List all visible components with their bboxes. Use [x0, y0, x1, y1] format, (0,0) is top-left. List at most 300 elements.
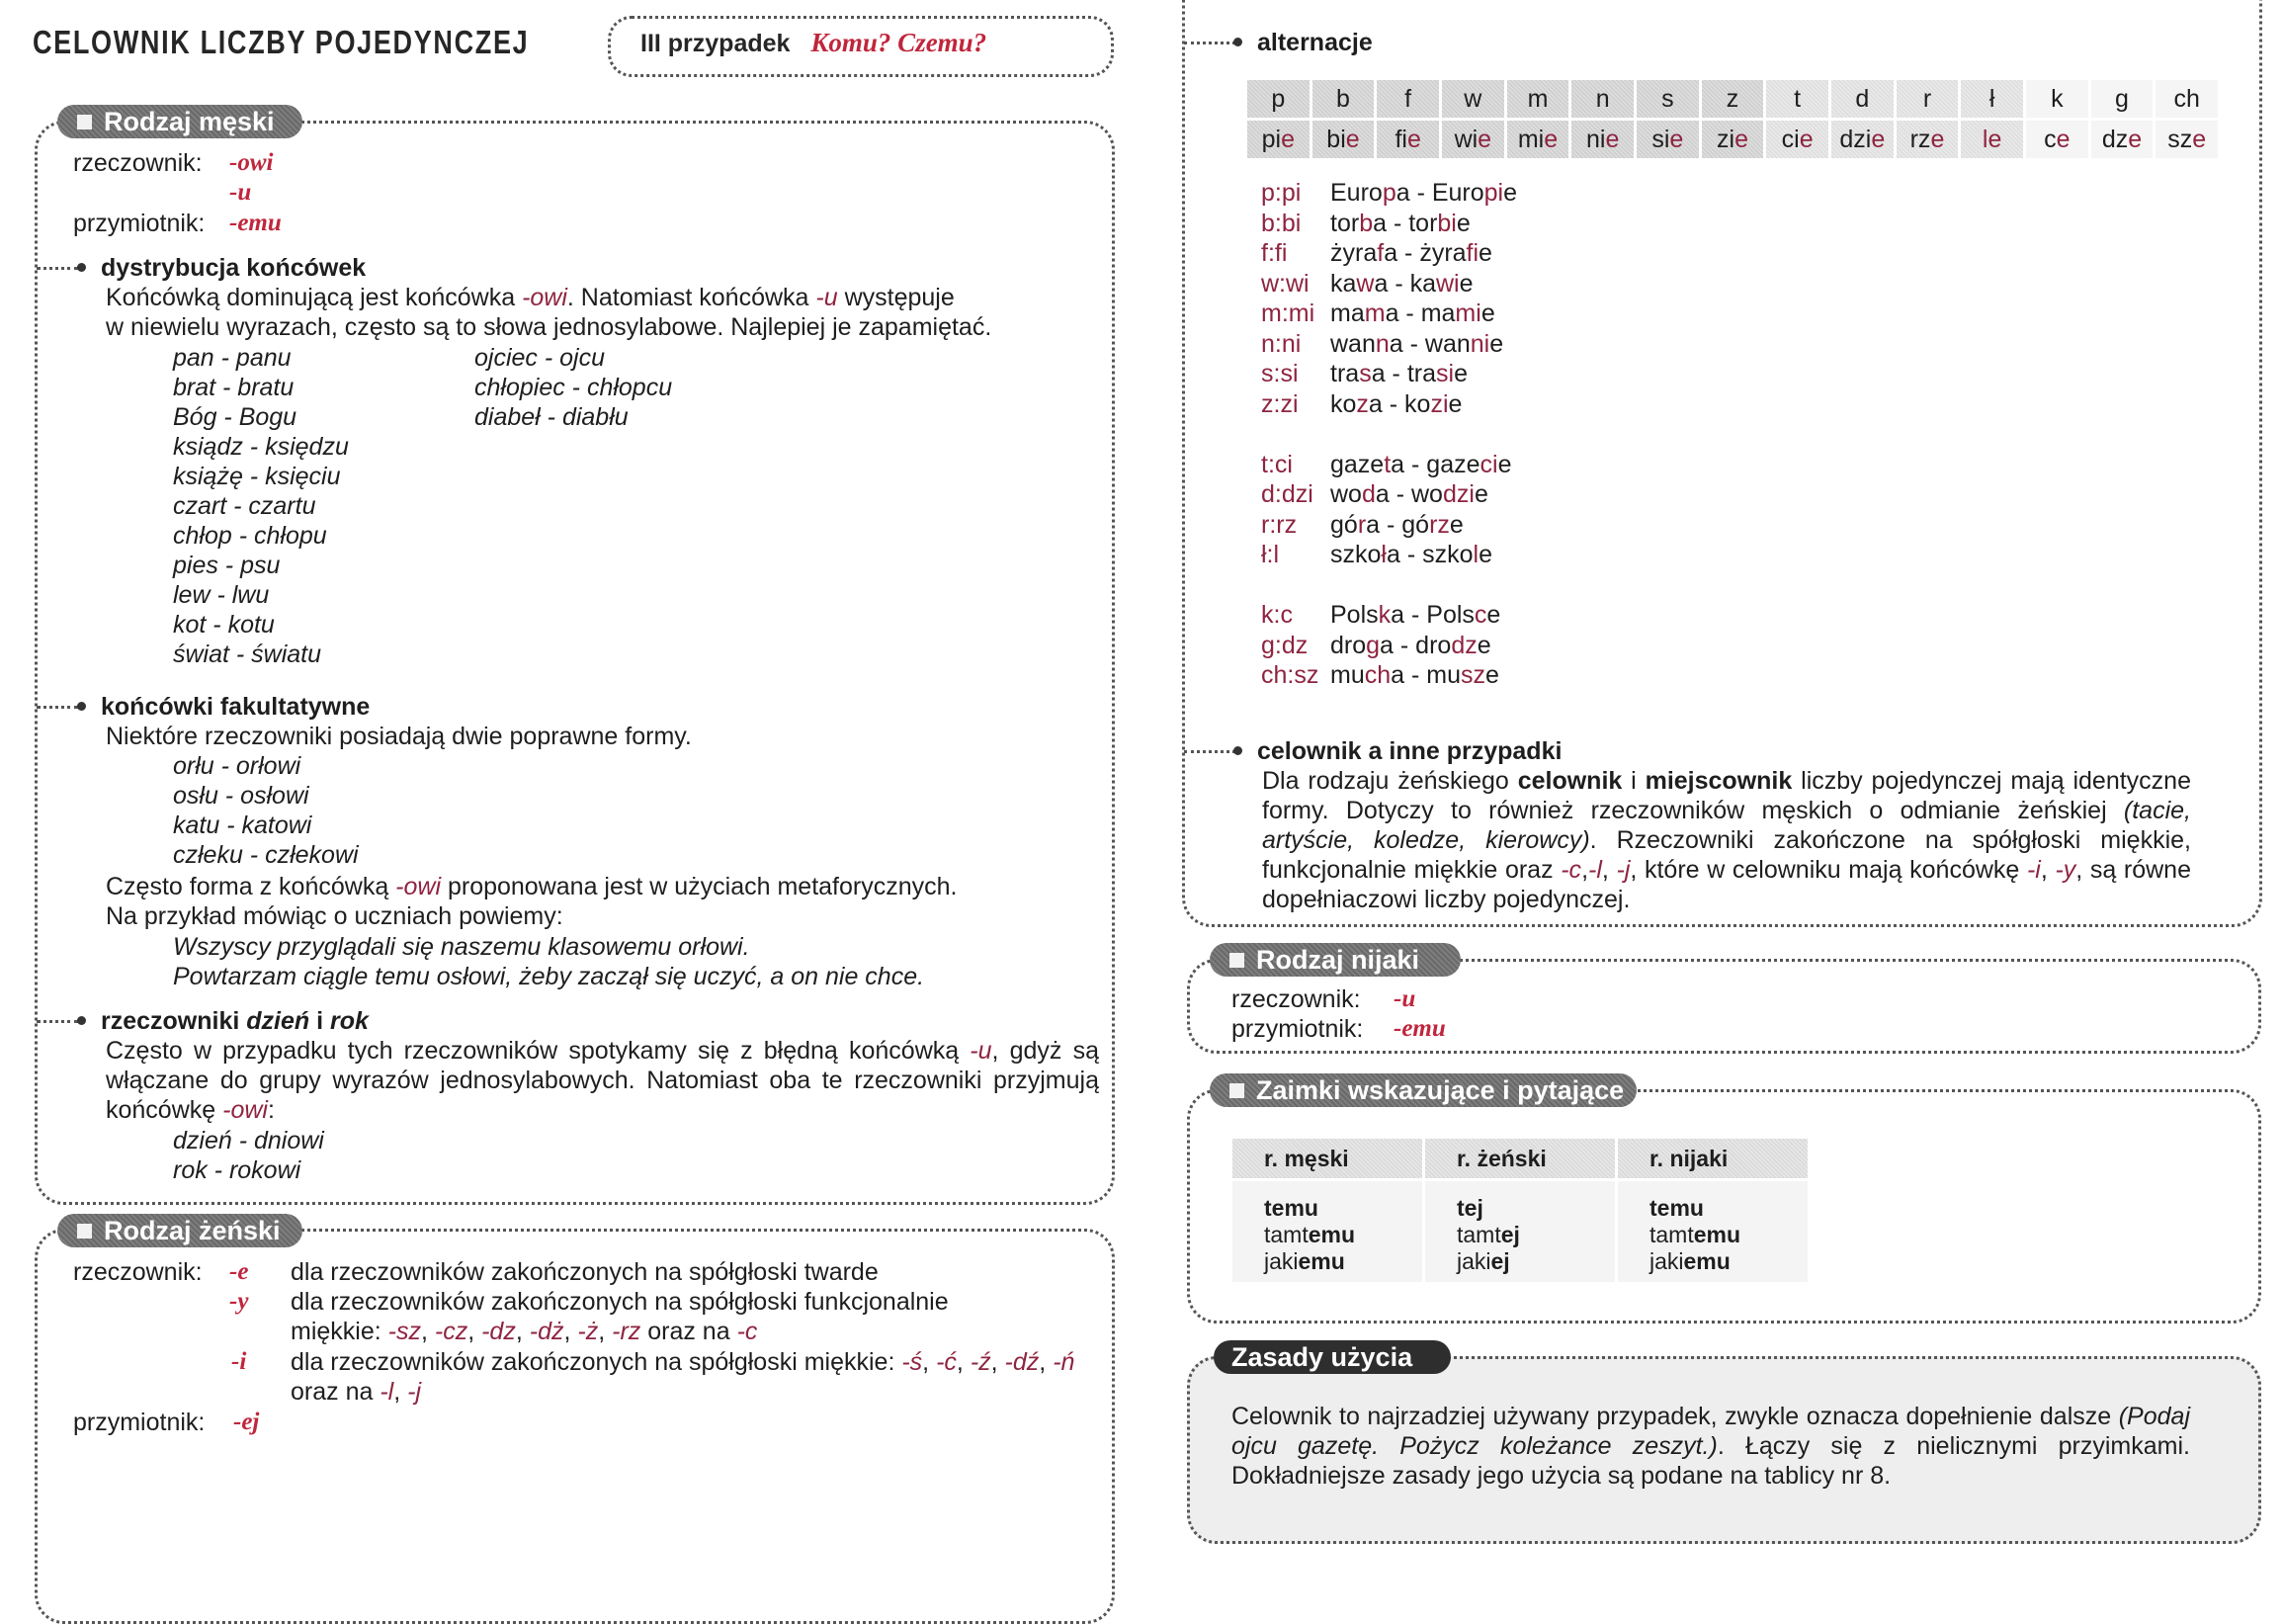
feminine-text-y-cont — [291, 1317, 757, 1346]
example-pair: pan - panu — [173, 344, 292, 372]
text: e — [1474, 480, 1488, 508]
text: , — [598, 1318, 613, 1345]
text: jaki — [1264, 1248, 1299, 1274]
ending-u: -u — [970, 1037, 992, 1065]
ending: -ś — [901, 1348, 923, 1376]
example-pair: chłop - chłopu — [173, 522, 327, 550]
changed-letters: p — [1382, 179, 1396, 207]
text: - — [1398, 299, 1421, 327]
feminine-ending-y: -y — [229, 1288, 249, 1315]
text: gó — [1330, 510, 1358, 539]
alternation-pair: n:ni — [1261, 329, 1302, 358]
text: , — [393, 1378, 408, 1406]
alternation-cell-bottom — [1442, 121, 1504, 158]
text: , — [467, 1318, 482, 1345]
text: - — [1404, 601, 1427, 629]
pronoun-column-body — [1425, 1181, 1615, 1282]
feminine-noun-label: rzeczownik: — [73, 1258, 203, 1286]
masculine-noun-ending-1: -owi — [229, 149, 274, 176]
text: - — [1387, 209, 1409, 237]
alternation-row — [1261, 359, 1468, 389]
alternation-cell-bottom — [1377, 121, 1439, 158]
text: i — [309, 1007, 331, 1035]
alternations-list — [1261, 178, 1854, 702]
bullet-icon — [1233, 38, 1242, 46]
alternation-ending: e — [2128, 126, 2143, 153]
distribution-paragraph — [106, 283, 1094, 342]
ending: -y — [2055, 856, 2076, 884]
text: Często forma z końcówką — [106, 873, 396, 900]
optional-heading: końcówki fakultatywne — [101, 693, 371, 721]
case-label: III przypadek — [640, 30, 791, 57]
text: oraz na — [640, 1318, 737, 1345]
alternation-row — [1261, 450, 1511, 480]
alternation-ending: e — [1669, 126, 1684, 153]
alternation-cell-top: b — [1312, 80, 1375, 118]
alternation-example — [1330, 601, 1500, 629]
leader-line — [1184, 42, 1235, 44]
example-pair: Bóg - Bogu — [173, 403, 297, 431]
pronoun-form — [1649, 1222, 1808, 1248]
text: jaki — [1457, 1248, 1491, 1274]
text: występuje — [837, 284, 955, 311]
text: tamt — [1457, 1222, 1501, 1247]
alternation-ending: e — [1544, 126, 1559, 153]
text: Celownik to najrzadziej używany przypadek, zwykle oznacza dopełnienie dalsze — [1231, 1403, 2119, 1430]
alternation-cell-top: p — [1247, 80, 1310, 118]
alternation-row — [1261, 299, 1495, 329]
masculine-adj-label: przymiotnik: — [73, 210, 206, 237]
text: e — [1479, 239, 1492, 267]
changed-letters: ci — [1480, 450, 1498, 478]
alternation-stem: ni — [1585, 126, 1606, 153]
text: wo — [1330, 480, 1362, 508]
text: dla rzeczowników zakończonych na spółgłoski miękkie: — [291, 1348, 902, 1376]
example-pair: rok - rokowi — [173, 1156, 301, 1184]
masculine-noun-ending-2: -u — [229, 179, 252, 206]
masculine-pill-label: Rodzaj męski — [104, 107, 275, 136]
pronoun-ending: ej — [1500, 1222, 1520, 1247]
usage-pill-label: Zasady użycia — [1231, 1342, 1413, 1372]
changed-letters: pi — [1483, 179, 1504, 207]
alternation-pair: ł:l — [1261, 541, 1280, 568]
alternation-ending: e — [1605, 126, 1620, 153]
text: tamt — [1264, 1222, 1309, 1247]
text: szko — [1330, 541, 1382, 568]
alternation-cell-bottom — [1571, 121, 1634, 158]
masculine-noun-label: rzeczownik: — [73, 149, 203, 177]
italic-examples: (tacie, artyście, koledze, kierowcy) — [1262, 797, 2191, 854]
text: tor — [1408, 209, 1438, 237]
alternation-stem: wi — [1454, 126, 1479, 153]
changed-letters: mi — [1455, 299, 1481, 327]
alternation-example — [1330, 511, 1464, 539]
text: a — [1389, 329, 1403, 358]
text: Często w przypadku tych rzeczowników spotykamy się z błędną końcówką — [106, 1037, 971, 1065]
text: rzeczowniki — [101, 1007, 247, 1035]
alternation-stem: ci — [1781, 126, 1800, 153]
ending: -j — [1616, 856, 1631, 884]
alternation-pair: ch:sz — [1261, 661, 1319, 689]
alternation-pair: g:dz — [1261, 631, 1309, 659]
text: , — [1601, 856, 1617, 884]
text: e — [1456, 209, 1471, 237]
example-pair: świat - światu — [173, 641, 322, 668]
alternation-example — [1330, 179, 1517, 207]
pronoun-form — [1264, 1248, 1422, 1275]
feminine-text-e: dla rzeczowników zakończonych na spółgłoski twarde — [291, 1258, 879, 1286]
text: - — [1409, 179, 1432, 207]
alternation-row — [1261, 540, 1492, 570]
feminine-text-y: dla rzeczowników zakończonych na spółgłoski funkcjonalnie — [291, 1288, 949, 1316]
ending: -dź — [1004, 1348, 1040, 1376]
alternation-cell-top: z — [1702, 80, 1764, 118]
changed-letters: d — [1361, 480, 1376, 508]
alternation-cell-bottom — [2026, 121, 2088, 158]
text: e — [1454, 360, 1468, 387]
text: ko — [1404, 389, 1431, 418]
ending: -i — [2026, 856, 2041, 884]
alternation-pair: p:pi — [1261, 179, 1302, 207]
text: , — [420, 1318, 435, 1345]
example-pair: dzień - dniowi — [173, 1127, 324, 1154]
text: Pols — [1426, 601, 1475, 629]
alternation-row — [1261, 178, 1517, 209]
alternation-cell-top: r — [1897, 80, 1959, 118]
square-icon — [77, 1224, 92, 1239]
feminine-adj-label: przymiotnik: — [73, 1409, 206, 1436]
feminine-adj-ending: -ej — [233, 1409, 260, 1435]
alternation-cell-top: ł — [1961, 80, 2023, 118]
text: . Rzeczowniki zakończone na spółgłoski miękkie, funkcjonalnie miękkie oraz — [1262, 826, 2191, 884]
text: tra — [1330, 360, 1360, 387]
changed-letters: w — [1356, 269, 1375, 298]
alternation-pair: t:ci — [1261, 450, 1293, 478]
text: ka — [1409, 269, 1436, 298]
text: mu — [1426, 661, 1461, 689]
alternation-pair: f:fi — [1261, 239, 1288, 267]
text: - — [1388, 269, 1410, 298]
alternation-cell-top: m — [1507, 80, 1569, 118]
alternation-cell-bottom — [1247, 121, 1310, 158]
text: gaze — [1330, 450, 1385, 478]
alternation-cell-top: n — [1571, 80, 1634, 118]
feminine-text-i — [291, 1347, 1074, 1377]
bullet-icon — [1233, 746, 1242, 755]
feminine-ending-e: -e — [229, 1258, 249, 1285]
text: a — [1391, 450, 1405, 478]
text: a — [1375, 480, 1390, 508]
neuter-pill — [1210, 943, 1461, 977]
text: e — [1485, 661, 1499, 689]
page-title: CELOWNIK LICZBY POJEDYNCZEJ — [33, 24, 530, 60]
neuter-noun-ending: -u — [1394, 985, 1416, 1012]
neuter-adj-ending: -emu — [1394, 1015, 1446, 1042]
alternation-stem: zi — [1717, 126, 1735, 153]
text: ma — [1420, 299, 1456, 327]
changed-letters: fi — [1466, 239, 1480, 267]
text: mu — [1330, 661, 1365, 689]
text: ma — [1330, 299, 1365, 327]
example-pair: czart - czartu — [173, 492, 316, 520]
alternation-ending: e — [1734, 126, 1748, 153]
alternation-stem: pi — [1261, 126, 1282, 153]
example-sentence: Wszyscy przyglądali się naszemu klasowemu orłowi. — [173, 933, 750, 961]
text: , są równe dopełniaczowi liczby pojedynczej. — [1262, 856, 2191, 913]
changed-letters: t — [1384, 450, 1392, 478]
text: , — [515, 1318, 530, 1345]
text: e — [1449, 510, 1464, 539]
text: oraz na — [291, 1378, 380, 1406]
pronoun-column-header: r. żeński — [1425, 1139, 1615, 1178]
changed-letters: b — [1359, 209, 1374, 237]
square-icon — [1229, 953, 1244, 968]
ending: -c — [1561, 856, 1582, 884]
changed-letters: si — [1436, 360, 1455, 387]
text: liczby pojedynczej mają identyczne formy. Dotyczy to również rzeczowników męskich o odmianie żeńskiej — [1262, 767, 2191, 824]
ending-owi: -owi — [222, 1096, 268, 1124]
text: wo — [1411, 480, 1443, 508]
text: szko — [1422, 541, 1474, 568]
alternation-cell-top: f — [1377, 80, 1439, 118]
ending-owi: -owi — [395, 873, 442, 900]
alternation-cell-bottom — [1766, 121, 1828, 158]
alternation-row — [1261, 329, 1503, 360]
alternation-pair: b:bi — [1261, 209, 1302, 237]
feminine-text-i-cont — [291, 1377, 421, 1407]
text: - — [1404, 661, 1427, 689]
changed-letters: wi — [1436, 269, 1460, 298]
alternation-example — [1330, 541, 1492, 568]
ending: -ż — [577, 1318, 599, 1345]
changed-letters: f — [1377, 239, 1385, 267]
changed-letters: z — [1356, 389, 1369, 418]
changed-letters: ł — [1381, 541, 1387, 568]
text: tamt — [1649, 1222, 1694, 1247]
text: a — [1395, 179, 1410, 207]
leader-line — [37, 1020, 78, 1023]
neuter-noun-label: rzeczownik: — [1231, 985, 1361, 1013]
pronoun-form — [1457, 1248, 1615, 1275]
changed-letters: m — [1364, 299, 1386, 327]
bold-term: miejscownik — [1645, 767, 1793, 795]
alternation-example — [1330, 661, 1499, 689]
neuter-pill-label: Rodzaj nijaki — [1256, 945, 1420, 975]
optional-note — [106, 872, 1094, 931]
alternation-cell-bottom — [1961, 121, 2023, 158]
pronoun-ending: temu — [1264, 1195, 1318, 1221]
pronoun-form — [1264, 1222, 1422, 1248]
text: wan — [1330, 329, 1376, 358]
text: e — [1503, 179, 1518, 207]
changed-letters: zi — [1430, 389, 1449, 418]
ending: -j — [407, 1378, 422, 1406]
text: dro — [1330, 631, 1367, 659]
text: a — [1373, 209, 1387, 237]
changed-letters: dz — [1451, 631, 1478, 659]
changed-letters: dzi — [1442, 480, 1475, 508]
example-pair: lew - lwu — [173, 581, 270, 609]
case-questions: Komu? Czemu? — [810, 28, 987, 57]
alternation-row — [1261, 600, 1500, 631]
text: a — [1386, 541, 1400, 568]
text: , — [990, 1348, 1005, 1376]
example-pair: ojciec - ojcu — [474, 344, 605, 372]
text: , gdyż są włączane do grupy wyrazów jednosylabowych. Natomiast oba te rzeczowniki przyjmują końcówkę — [106, 1037, 1099, 1124]
example-sentence: Powtarzam ciągle temu osłowi, żeby zaczął się uczyć, a on nie chce. — [173, 963, 925, 990]
pronoun-form — [1457, 1195, 1615, 1222]
changed-letters: ch — [1364, 661, 1392, 689]
text: a — [1368, 389, 1383, 418]
alternation-example — [1330, 480, 1488, 508]
usage-pill — [1214, 1340, 1451, 1374]
alternation-stem: rz — [1909, 126, 1931, 153]
alternation-row — [1261, 660, 1499, 691]
text: , — [956, 1348, 971, 1376]
pronoun-ending: emu — [1298, 1248, 1345, 1274]
alternation-pair: w:wi — [1261, 269, 1310, 298]
alternations-heading: alternacje — [1257, 29, 1373, 56]
alternation-cell-bottom — [1637, 121, 1699, 158]
square-icon — [1229, 1083, 1244, 1098]
text: Na przykład mówiąc o uczniach powiemy: — [106, 902, 563, 930]
text: ka — [1330, 269, 1357, 298]
alternation-pair: s:si — [1261, 360, 1299, 387]
feminine-pill — [57, 1214, 302, 1247]
distribution-col1 — [173, 343, 349, 669]
example-pair: książę - księciu — [173, 463, 341, 490]
alternation-row — [1261, 389, 1462, 420]
changed-letters: c — [1474, 601, 1487, 629]
text: Euro — [1330, 179, 1383, 207]
ending: -dz — [481, 1318, 516, 1345]
pronoun-ending: temu — [1649, 1195, 1704, 1221]
alternation-example — [1330, 632, 1491, 659]
pronoun-column-body — [1232, 1181, 1422, 1282]
alternation-row — [1261, 479, 1488, 510]
alternation-row — [1261, 510, 1464, 541]
changed-letters: bi — [1437, 209, 1457, 237]
text: miękkie: — [291, 1318, 388, 1345]
text: rok — [330, 1007, 369, 1035]
example-pair: diabeł - diabłu — [474, 403, 629, 431]
pronoun-form — [1649, 1248, 1808, 1275]
text: a — [1384, 239, 1398, 267]
pronoun-ending: emu — [1693, 1222, 1741, 1247]
text: e — [1459, 269, 1474, 298]
pronoun-ending: ej — [1490, 1248, 1510, 1274]
alternation-example — [1330, 451, 1511, 478]
pronoun-form — [1457, 1222, 1615, 1248]
alternation-stem: dzi — [1839, 126, 1872, 153]
alternation-cell-top: d — [1831, 80, 1894, 118]
text: tra — [1406, 360, 1436, 387]
alternation-ending: e — [2192, 126, 2207, 153]
alternation-cell-bottom — [1702, 121, 1764, 158]
alternation-row — [1261, 269, 1474, 299]
ending: -l — [380, 1378, 394, 1406]
example-pair: brat - bratu — [173, 374, 295, 401]
example-pair: kot - kotu — [173, 611, 275, 639]
example-pair: katu - katowi — [173, 812, 312, 839]
masculine-adj-ending: -emu — [229, 210, 282, 236]
changed-letters: r — [1357, 510, 1367, 539]
alternation-cell-bottom — [1312, 121, 1375, 158]
text: - — [1382, 389, 1405, 418]
text: e — [1480, 299, 1495, 327]
leader-line — [37, 706, 78, 709]
example-pair: chłopiec - chłopcu — [474, 374, 673, 401]
text: i — [1622, 767, 1646, 795]
text: e — [1497, 450, 1512, 478]
text: a — [1366, 510, 1381, 539]
case-header — [640, 28, 986, 58]
pronoun-form — [1264, 1195, 1422, 1222]
pronoun-ending: emu — [1683, 1248, 1731, 1274]
text: w niewielu wyrazach, często są to słowa jednosylabowe. Najlepiej je zapamiętać. — [106, 313, 992, 341]
text: , — [1581, 856, 1589, 884]
alternation-cell-top: t — [1766, 80, 1828, 118]
alternation-pair: m:mi — [1261, 299, 1315, 327]
text: . Natomiast końcówka — [566, 284, 816, 311]
changed-letters: sz — [1461, 661, 1485, 689]
text: dzień — [246, 1007, 310, 1035]
changed-letters: k — [1378, 601, 1392, 629]
alternation-cell-bottom — [1831, 121, 1894, 158]
text: : — [267, 1096, 275, 1124]
feminine-pill-label: Rodzaj żeński — [104, 1216, 281, 1245]
alternation-example — [1330, 239, 1492, 267]
example-pair: pies - psu — [173, 552, 281, 579]
text: - — [1402, 329, 1425, 358]
alternation-cell-bottom — [1507, 121, 1569, 158]
alternation-pair: k:c — [1261, 601, 1293, 629]
ending: -dż — [529, 1318, 564, 1345]
alternation-stem: fi — [1395, 126, 1407, 153]
alternation-ending: e — [1406, 126, 1421, 153]
text: , które w celowniku mają końcówkę — [1630, 856, 2027, 884]
changed-letters: ni — [1470, 329, 1490, 358]
alternation-pair: z:zi — [1261, 389, 1299, 418]
optional-intro: Niektóre rzeczowniki posiadają dwie poprawne formy. — [106, 723, 692, 750]
text: tor — [1330, 209, 1360, 237]
ending: -rz — [612, 1318, 641, 1345]
alternation-stem: c — [2044, 126, 2057, 153]
alternations-table — [1247, 80, 2221, 159]
pronouns-pill-label: Zaimki wskazujące i pytające — [1256, 1075, 1625, 1105]
alternation-stem: dz — [2101, 126, 2129, 153]
alternation-cell-top: ch — [2156, 80, 2218, 118]
alternation-ending: e — [1930, 126, 1945, 153]
example-pair: ksiądz - księdzu — [173, 433, 349, 461]
alternation-stem: bi — [1326, 126, 1346, 153]
text: e — [1448, 389, 1463, 418]
alternation-pair: r:rz — [1261, 510, 1298, 539]
alternation-example — [1330, 299, 1495, 327]
example-pair: człeku - człekowi — [173, 841, 359, 869]
pronoun-column-header: r. męski — [1232, 1139, 1422, 1178]
ending: -cz — [434, 1318, 468, 1345]
ending: -ź — [970, 1348, 991, 1376]
pronoun-ending: emu — [1308, 1222, 1356, 1247]
example-pair: osłu - osłowi — [173, 782, 309, 810]
pronoun-column-body — [1618, 1181, 1808, 1282]
alternation-cell-bottom — [2091, 121, 2154, 158]
text: proponowana jest w użyciach metaforycznych. — [441, 873, 958, 900]
alternation-ending: e — [2056, 126, 2071, 153]
dzien-rok-heading — [101, 1006, 369, 1036]
alternation-ending: e — [1345, 126, 1360, 153]
